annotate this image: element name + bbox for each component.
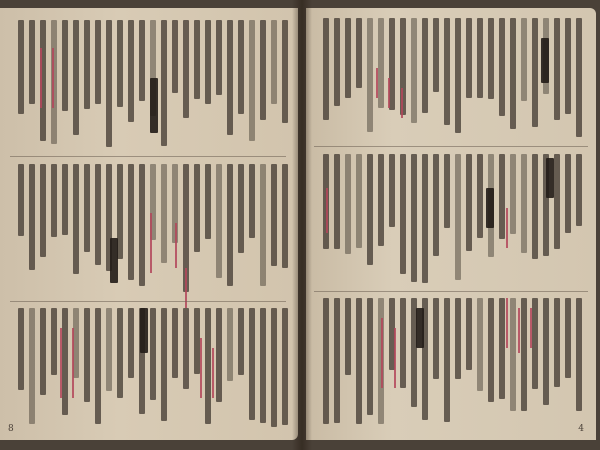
text-column: [554, 18, 560, 120]
text-column: [271, 20, 277, 104]
text-column: [510, 298, 516, 411]
text-column: [477, 154, 483, 238]
text-column: [433, 18, 439, 92]
text-column: [444, 18, 450, 125]
text-column: [444, 154, 450, 228]
left-page-number: 8: [8, 424, 14, 434]
text-column: [150, 308, 156, 400]
text-column: [260, 308, 266, 423]
section-heading: [546, 158, 554, 198]
text-column: [194, 20, 200, 99]
text-column: [216, 164, 222, 278]
red-underline: [60, 328, 62, 398]
text-column: [565, 154, 571, 233]
text-column: [117, 20, 123, 107]
red-underline: [52, 48, 54, 108]
text-column: [249, 20, 255, 141]
text-column: [106, 20, 112, 147]
text-column: [400, 154, 406, 274]
text-column: [466, 154, 472, 251]
text-column: [172, 20, 178, 93]
text-column: [73, 20, 79, 135]
text-column: [161, 20, 167, 146]
text-column: [565, 298, 571, 378]
text-column: [367, 154, 373, 265]
text-column: [477, 298, 483, 391]
text-column: [106, 308, 112, 391]
text-column: [345, 18, 351, 98]
text-column: [576, 298, 582, 411]
text-column: [466, 298, 472, 370]
text-column: [29, 308, 35, 424]
text-column: [271, 164, 277, 266]
text-column: [216, 20, 222, 95]
text-column: [356, 154, 362, 248]
text-column: [29, 20, 35, 104]
red-underline: [40, 48, 42, 108]
text-column: [488, 18, 494, 99]
red-underline: [506, 208, 508, 248]
text-column: [117, 308, 123, 398]
text-column: [139, 20, 145, 101]
text-column: [422, 154, 428, 283]
red-underline: [326, 188, 328, 233]
text-column: [18, 20, 24, 114]
text-column: [521, 18, 527, 101]
right-page-number: 4: [578, 424, 584, 434]
text-column: [510, 154, 516, 234]
red-underline: [394, 328, 396, 388]
text-column: [444, 298, 450, 422]
band-separator: [314, 146, 588, 147]
text-column: [455, 298, 461, 379]
text-column: [477, 18, 483, 98]
band-separator: [10, 301, 286, 302]
text-column: [84, 164, 90, 252]
text-column: [282, 20, 288, 123]
text-column: [227, 308, 233, 381]
text-column: [433, 154, 439, 256]
left-page: [0, 8, 298, 440]
text-column: [249, 164, 255, 238]
text-column: [532, 298, 538, 389]
text-column: [400, 298, 406, 388]
text-column: [205, 308, 211, 424]
text-column: [411, 154, 417, 282]
section-heading: [110, 238, 118, 283]
text-column: [260, 20, 266, 120]
red-underline: [212, 348, 214, 398]
text-column: [128, 308, 134, 378]
text-column: [532, 18, 538, 127]
text-column: [422, 18, 428, 113]
text-column: [161, 308, 167, 421]
text-column: [356, 18, 362, 88]
text-column: [238, 164, 244, 253]
text-column: [18, 164, 24, 236]
section-heading: [416, 308, 424, 348]
text-column: [510, 18, 516, 129]
text-column: [95, 308, 101, 424]
text-column: [334, 18, 340, 106]
text-column: [433, 298, 439, 379]
text-column: [29, 164, 35, 270]
text-column: [128, 164, 134, 280]
red-underline: [200, 338, 202, 398]
text-column: [488, 298, 494, 402]
text-column: [161, 164, 167, 263]
book-gutter: [292, 0, 312, 450]
text-column: [521, 154, 527, 253]
red-underline: [381, 318, 383, 388]
text-column: [62, 20, 68, 111]
text-column: [62, 164, 68, 235]
text-column: [194, 164, 200, 252]
section-heading: [140, 308, 148, 353]
text-column: [455, 154, 461, 280]
text-column: [282, 164, 288, 268]
text-column: [499, 298, 505, 399]
text-column: [227, 20, 233, 135]
text-column: [73, 164, 79, 274]
red-underline: [506, 298, 508, 348]
text-column: [128, 20, 134, 122]
text-column: [532, 154, 538, 259]
text-column: [183, 20, 189, 118]
section-heading: [541, 38, 549, 83]
section-heading: [486, 188, 494, 228]
text-column: [499, 18, 505, 116]
text-column: [216, 308, 222, 402]
text-column: [62, 308, 68, 415]
text-column: [271, 308, 277, 427]
text-column: [554, 298, 560, 387]
text-column: [205, 164, 211, 239]
red-underline: [388, 78, 390, 108]
text-column: [282, 308, 288, 425]
red-underline: [185, 268, 187, 308]
text-column: [499, 154, 505, 239]
band-separator: [314, 291, 588, 292]
red-underline: [376, 68, 378, 98]
text-column: [238, 308, 244, 375]
text-column: [378, 18, 384, 108]
text-column: [389, 154, 395, 227]
text-column: [249, 308, 255, 420]
text-column: [576, 154, 582, 226]
text-column: [367, 18, 373, 132]
red-underline: [518, 308, 520, 353]
text-column: [334, 154, 340, 249]
section-heading: [150, 78, 158, 133]
red-underline: [175, 223, 177, 268]
text-column: [466, 18, 472, 98]
text-column: [345, 298, 351, 375]
band-separator: [10, 156, 286, 157]
red-underline: [150, 213, 152, 273]
text-column: [323, 18, 329, 120]
text-column: [95, 164, 101, 265]
text-column: [95, 20, 101, 104]
text-column: [334, 298, 340, 423]
text-column: [367, 298, 373, 415]
text-column: [51, 164, 57, 237]
right-page: [306, 8, 596, 440]
text-column: [554, 154, 560, 249]
text-column: [521, 298, 527, 411]
text-column: [260, 164, 266, 286]
text-column: [345, 154, 351, 254]
text-column: [323, 298, 329, 424]
text-column: [543, 298, 549, 405]
text-column: [84, 308, 90, 402]
text-column: [205, 20, 211, 104]
text-column: [238, 20, 244, 114]
text-column: [18, 308, 24, 390]
text-column: [51, 308, 57, 375]
text-column: [576, 18, 582, 137]
text-column: [378, 154, 384, 246]
red-underline: [401, 88, 403, 118]
text-column: [139, 164, 145, 286]
text-column: [183, 308, 189, 389]
text-column: [356, 298, 362, 424]
text-column: [455, 18, 461, 133]
text-column: [565, 18, 571, 114]
red-underline: [530, 308, 532, 348]
text-column: [84, 20, 90, 109]
text-column: [227, 164, 233, 286]
red-underline: [72, 328, 74, 398]
text-column: [411, 18, 417, 123]
text-column: [172, 308, 178, 378]
text-column: [40, 164, 46, 257]
text-column: [40, 308, 46, 395]
